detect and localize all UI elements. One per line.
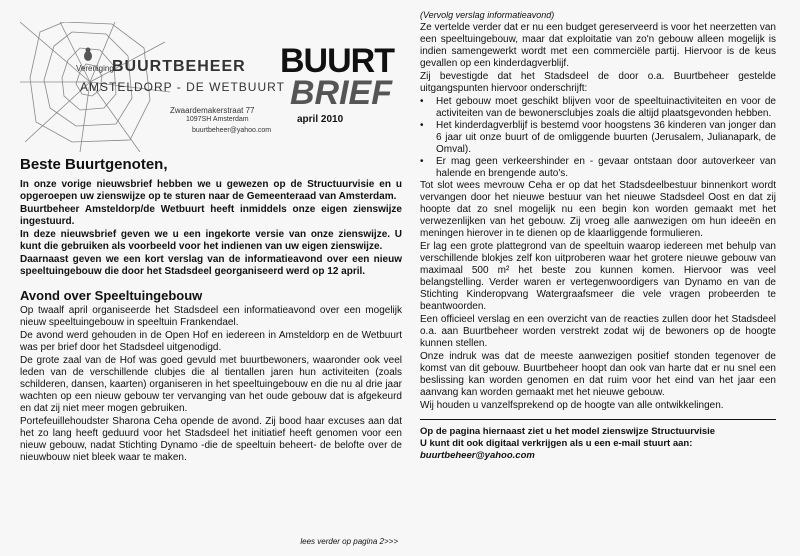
intro-paragraph: Buurtbeheer Amsteldorp/de Wetbuurt heeft inmiddels onze eigen zienswijze ingestuurd.	[20, 204, 402, 227]
title-buurt: BUURT	[280, 42, 394, 80]
bullet-marker: •	[420, 156, 424, 167]
right-column	[420, 10, 776, 550]
org-subtitle: AMSTELDORP - DE WETBUURT	[80, 80, 285, 94]
org-prefix: Vereniging	[76, 64, 114, 73]
left-column	[20, 16, 402, 546]
continue-note: lees verder op pagina 2>>>	[300, 537, 398, 546]
body-paragraph: De avond werd gehouden in de Open Hof en iedereen in Amsteldorp en de Wetbuurt was per brief door het Stadsdeel uitgenodigd.	[20, 330, 402, 353]
footer-line: Op de pagina hiernaast ziet u het model zienswijze Structuurvisie	[420, 426, 716, 437]
body-paragraph: Onze indruk was dat de meeste aanwezigen positief stonden tegenover de komst van dit gebouw. Buurtbeheer hoopt dan ook van harte dat er nu snel een beslissing kan worden genomen en dat ruim voor het eind van het jaar een aanvang kan worden gemaakt met het nieuwe gebouw.	[420, 351, 776, 398]
continued-note: (Vervolg verslag informatieavond)	[420, 10, 555, 20]
footer-line: U kunt dit ook digitaal verkrijgen als u een e-mail stuurt aan:	[420, 438, 693, 449]
masthead	[20, 16, 402, 156]
greeting: Beste Buurtgenoten,	[20, 156, 168, 173]
address-street: Zwaardemakerstraat 77	[170, 106, 255, 115]
list-item	[420, 120, 776, 156]
list-item	[420, 96, 776, 120]
body-paragraph: Op twaalf april organiseerde het Stadsdeel een informatieavond over een mogelijk nieuw speeltuingebouw in speeltuin Frankendael.	[20, 305, 402, 328]
divider	[420, 419, 776, 420]
section-title: Avond over Speeltuingebouw	[20, 288, 203, 303]
body-paragraph: Zij bevestigde dat het Stadsdeel de door o.a. Buurtbeheer gestelde uitgangspunten hiervoor onderschrijft:	[420, 71, 776, 94]
body-paragraph: Tot slot wees mevrouw Ceha er op dat het Stadsdeelbestuur binnenkort wordt vervangen door het nieuwe bestuur van het nieuwe Stadsdeel Oost en dat zij hoopte dat zo snel mogelijk nu een begin kon worden gemaakt met het verwezenlijken van het gebouw. Zij vroeg alle aanwezigen om hun ideeën en meningen hierover in te dienen op de klaarliggende formulieren.	[420, 180, 776, 239]
body-paragraph: Er lag een grote plattegrond van de speeltuin waarop iedereen met behulp van verschillende blokjes zelf kon uitproberen waar het grotere nieuwe gebouw van maximaal 500 m² het beste zou kunnen komen. Hiervoor was veel belangstelling. Verder waren er vertegenwoordigers van Dynamo en van de Stichting Kinderopvang Watergraafsmeer die vele vragen probeerden te beantwoorden.	[420, 241, 776, 312]
body-paragraph: Portefeuillehoudster Sharona Ceha opende de avond. Zij bood haar excuses aan dat het zo lang heeft geduurd voor het Stadsdeel het initiatief heeft genomen voor een nieuw gebouw, nadat Stichting Dynamo -die de speeltuin beheert- de belofte over de nieuwbouw niet bleek waar te maken.	[20, 416, 402, 463]
bullet-marker: •	[420, 120, 424, 131]
bullet-marker: •	[420, 96, 424, 107]
intro-paragraph: Daarnaast geven we een kort verslag van de informatieavond over een nieuw speeltuingebouw die door het Stadsdeel georganiseerd werd op 12 april.	[20, 254, 402, 277]
list-item-text: Het gebouw moet geschikt blijven voor de speeltuinactiviteiten en voor de activiteiten van de bewonersclubjes zoals die altijd plaatsgevonden hebben.	[436, 96, 776, 119]
list-item-text: Het kinderdagverblijf is bestemd voor hoogstens 36 kinderen van jonger dan 6 jaar uit onze buurt of de omliggende buurten (Jerusalem, Julianapark, de Omval).	[436, 120, 776, 155]
title-brief: BRIEF	[290, 74, 392, 112]
body-paragraph: Wij houden u vanzelfsprekend op de hoogte van alle ontwikkelingen.	[420, 400, 724, 411]
list-item	[420, 156, 776, 180]
address-city: 1097SH Amsterdam	[186, 116, 249, 123]
footer-email[interactable]: buurtbeheer@yahoo.com	[420, 450, 535, 461]
issue-date: april 2010	[297, 114, 344, 125]
body-paragraph: De grote zaal van de Hof was goed gevuld met buurtbewoners, waaronder ook veel leden van de verschillende clubjes die al tientallen jaren hun activiteiten (zoals schilderen, dansen, kaarten) organiseren in het speeltuingebouw en die nu al drie jaar wachten op een nieuw gebouw ter vervanging van het oude gebouw dat is afgekeurd en dat zij niet meer mogen gebruiken.	[20, 355, 402, 414]
header-email: buurtbeheer@yahoo.com	[192, 127, 272, 134]
body-paragraph: Ze vertelde verder dat er nu een budget gereserveerd is voor het neerzetten van een speeltuingebouw, maar dat exploitatie van zo'n gebouw alleen mogelijk is indien samengewerkt wordt met een commerciële partij. Hiervoor is de keus gevallen op een kinderdagverblijf.	[420, 22, 776, 69]
intro-paragraph: In deze nieuwsbrief geven we u een ingekorte versie van onze zienswijze. U kunt die gebruiken als voorbeeld voor het indienen van uw eigen zienswijze.	[20, 229, 402, 252]
list-item-text: Er mag geen verkeershinder en - gevaar ontstaan door autoverkeer van halende en brengende auto's.	[436, 156, 776, 179]
intro-paragraph: In onze vorige nieuwsbrief hebben we u gewezen op de Structuurvisie en u opgeroepen uw zienswijze op te sturen naar de Gemeenteraad van Amsterdam.	[20, 179, 402, 202]
org-name: BUURTBEHEER	[112, 58, 246, 75]
body-paragraph: Een officieel verslag en een overzicht van de reacties zullen door het Stadsdeel o.a. aan Buurtbeheer worden verstrekt zodat wij de bewoners op de hoogte kunnen stellen.	[420, 314, 776, 349]
